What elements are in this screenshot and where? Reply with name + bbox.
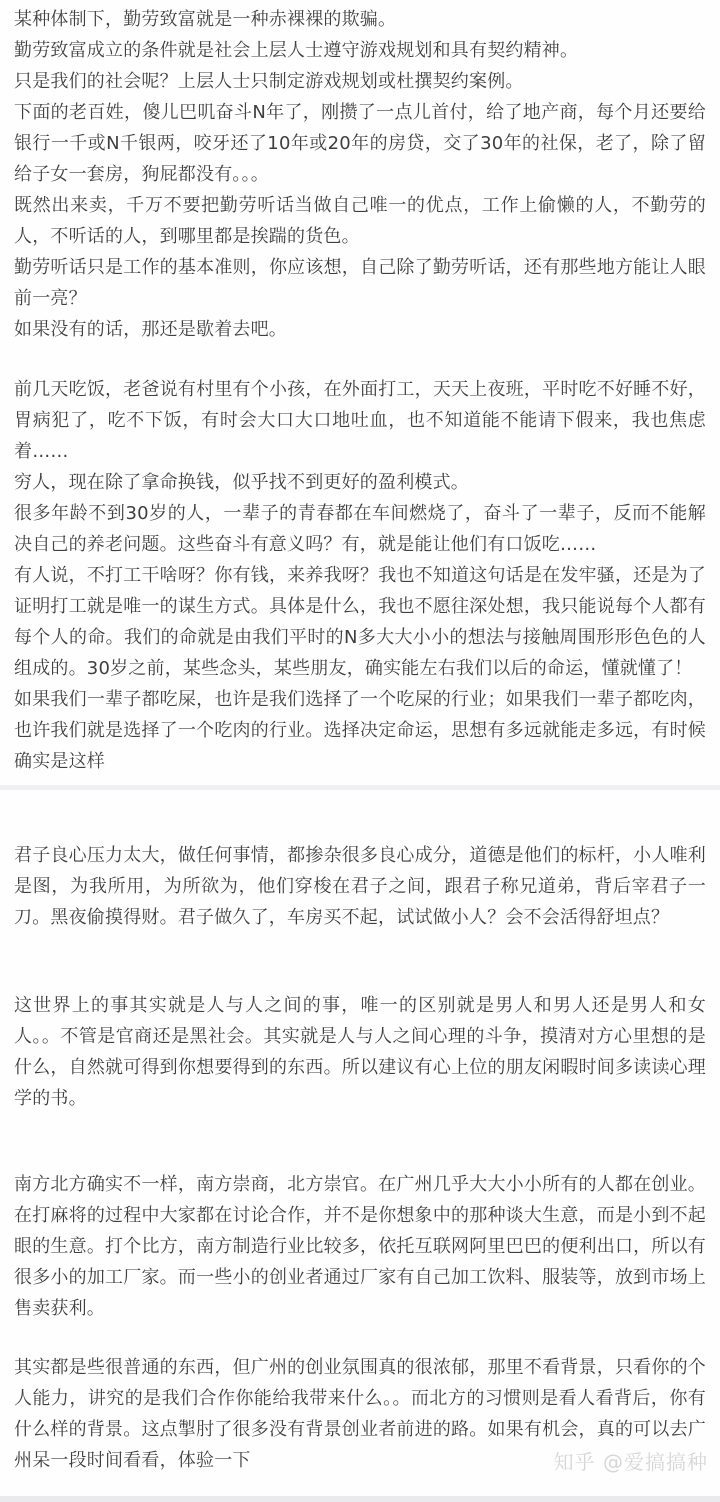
paragraph: 勤劳听话只是工作的基本准则，你应该想，自己除了勤劳听话，还有那些地方能让人眼前一亮？ [14, 257, 706, 309]
zhihu-watermark: 知乎 @爱搞搞种 [553, 1450, 708, 1474]
paragraph: 勤劳致富成立的条件就是社会上层人士遵守游戏规划和具有契约精神。 [14, 40, 579, 61]
paragraph: 穷人，现在除了拿命换钱，似乎找不到更好的盈利模式。 [14, 472, 469, 493]
paragraph: 很多年龄不到30岁的人，一辈子的青春都在车间燃烧了，奋斗了一辈子，反而不能解决自己的养老问题。这些奋斗有意义吗？有，就是能让他们有口饭吃…… [14, 503, 706, 555]
paragraph: 南方北方确实不一样，南方崇商，北方崇官。在广州几乎大大小小所有的人都在创业。在打麻将的过程中大家都在讨论合作，并不是你想象中的那种谈大生意，而是小到不起眼的生意。打个比方，南方制造行业比较多，依托互联网阿里巴巴的便利出口，所以有很多小的加工厂家。而一些小的创业者通过厂家有自己加工饮料、服装等，放到市场上售卖获利。 [14, 1174, 706, 1319]
paragraph: 某种体制下，勤劳致富就是一种赤裸裸的欺骗。 [14, 9, 397, 30]
text-section-gentleman [14, 840, 706, 933]
paragraph: 只是我们的社会呢？上层人士只制定游戏规划或杜撰契约案例。 [14, 71, 524, 92]
paragraph: 既然出来卖，千万不要把勤劳听话当做自己唯一的优点，工作上偷懒的人，不勤劳的人，不听话的人，到哪里都是挨踹的货色。 [14, 195, 706, 247]
paragraph: 君子良心压力太大，做任何事情，都掺杂很多良心成分，道德是他们的标杆，小人唯利是图，为我所用，为所欲为，他们穿梭在君子之间，跟君子称兄道弟，背后宰君子一刀。黑夜偷摸得财。君子做久了，车房买不起，试试做小人？会不会活得舒坦点？ [14, 845, 706, 928]
paragraph: 其实都是些很普通的东西，但广州的创业氛围真的很浓郁，那里不看背景，只看你的个人能力，讲究的是我们合作你能给我带来什么。。而北方的习惯则是看人看背后，你有什么样的背景。这点掣肘了很多没有背景创业者前进的路。如果有机会，真的可以去广州呆一段时间看看，体验一下 [14, 1357, 706, 1471]
paragraph: 这世界上的事其实就是人与人之间的事，唯一的区别就是男人和男人还是男人和女人。。不管是官商还是黑社会。其实就是人与人之间心理的斗争，摸清对方心里想的是什么，自然就可得到你想要得到的东西。所以建议有心上位的朋友闲暇时间多读读心理学的书。 [14, 995, 706, 1109]
paragraph: 如果没有的话，那还是歇着去吧。 [14, 319, 287, 340]
bottom-strip [0, 1496, 720, 1502]
section-divider [0, 785, 720, 790]
text-section-psychology [14, 990, 706, 1114]
paragraph: 如果我们一辈子都吃屎，也许是我们选择了一个吃屎的行业；如果我们一辈子都吃肉，也许我们就是选择了一个吃肉的行业。选择决定命运，思想有多远就能走多远，有时候确实是这样 [14, 689, 706, 772]
text-section-north-south [14, 1169, 706, 1324]
text-section-work-ethic [14, 4, 706, 345]
paragraph: 下面的老百姓，傻儿巴叽奋斗N年了，刚攒了一点儿首付，给了地产商，每个月还要给银行一千或N千银两，咬牙还了10年或20年的房贷，交了30年的社保，老了，除了留给子女一套房，狗屁都没有。。。 [14, 102, 706, 185]
paragraph: 有人说，不打工干啥呀？你有钱，来养我呀？我也不知道这句话是在发牢骚，还是为了证明打工就是唯一的谋生方式。具体是什么，我也不愿往深处想，我只能说每个人都有每个人的命。我们的命就是由我们平时的N多大大小小的想法与接触周围形形色色的人组成的。30岁之前，某些念头，某些朋友，确实能左右我们以后的命运，懂就懂了！ [14, 565, 706, 679]
paragraph: 前几天吃饭，老爸说有村里有个小孩，在外面打工，天天上夜班，平时吃不好睡不好，胃病犯了，吃不下饭，有时会大口大口地吐血，也不知道能不能请下假来，我也焦虑着…… [14, 379, 706, 462]
text-section-poverty [14, 374, 706, 777]
